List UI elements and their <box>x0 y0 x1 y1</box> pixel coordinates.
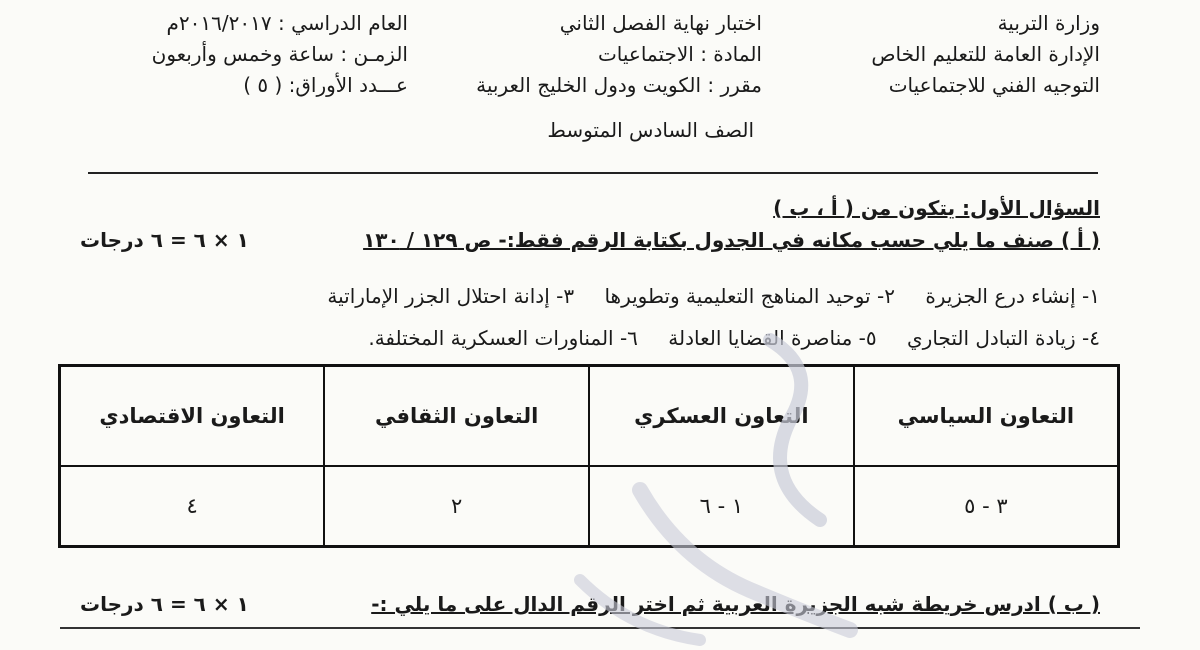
school-year: العام الدراسي : ٢٠١٦/٢٠١٧م <box>166 11 408 35</box>
part-b-instruction <box>80 592 1100 616</box>
list-item: ١- إنشاء درع الجزيرة <box>925 284 1100 308</box>
table-cell: ١ - ٦ <box>589 466 854 547</box>
ministry-name: وزارة التربية <box>997 11 1100 35</box>
exam-duration: الزمـن : ساعة وخمس وأربعون <box>151 42 408 66</box>
table-header-cell: التعاون الاقتصادي <box>60 366 325 467</box>
part-b-marks: ١ × ٦ = ٦ درجات <box>80 592 249 616</box>
header-exam-block <box>476 8 762 101</box>
subject-name: المادة : الاجتماعيات <box>597 42 762 66</box>
part-a-instruction <box>80 228 1100 252</box>
header-info-block <box>152 8 408 101</box>
table-cell: ٤ <box>60 466 325 547</box>
items-row-1 <box>303 284 1100 308</box>
list-item: ٥- مناصرة القضايا العادلة <box>668 326 877 350</box>
exam-title: اختبار نهاية الفصل الثاني <box>559 11 762 35</box>
table-header-cell: التعاون السياسي <box>854 366 1119 467</box>
classification-table <box>58 364 1120 548</box>
header-divider <box>88 172 1098 174</box>
question-title: السؤال الأول: يتكون من ( أ ، ب ) <box>773 196 1100 220</box>
course-name: مقرر : الكويت ودول الخليج العربية <box>476 73 762 97</box>
table-cell: ٢ <box>324 466 589 547</box>
supervision-name: التوجيه الفني للاجتماعيات <box>888 73 1100 97</box>
department-name: الإدارة العامة للتعليم الخاص <box>871 42 1100 66</box>
page-count: عـــدد الأوراق: ( ٥ ) <box>243 73 408 97</box>
table-header-cell: التعاون الثقافي <box>324 366 589 467</box>
table-header-cell: التعاون العسكري <box>589 366 854 467</box>
part-a-text: ( أ ) صنف ما يلي حسب مكانه في الجدول بكتابة الرقم فقط:- ص ١٢٩ / ١٣٠ <box>363 228 1100 252</box>
bottom-divider <box>60 627 1140 629</box>
list-item: ٤- زيادة التبادل التجاري <box>907 326 1100 350</box>
part-a-marks: ١ × ٦ = ٦ درجات <box>80 228 249 252</box>
list-item: ٣- إدانة احتلال الجزر الإماراتية <box>327 284 575 308</box>
table-cell: ٣ - ٥ <box>854 466 1119 547</box>
list-item: ٢- توحيد المناهج التعليمية وتطويرها <box>604 284 895 308</box>
table-row <box>60 466 1119 547</box>
header-ministry-block <box>871 8 1100 101</box>
table-header-row <box>60 366 1119 467</box>
items-row-2 <box>344 326 1100 350</box>
part-b-text: ( ب ) ادرس خريطة شبه الجزيرة العربية ثم اختر الرقم الدال على ما يلي :- <box>371 592 1100 616</box>
grade-level: الصف السادس المتوسط <box>547 118 754 142</box>
list-item: ٦- المناورات العسكرية المختلفة. <box>368 326 638 350</box>
